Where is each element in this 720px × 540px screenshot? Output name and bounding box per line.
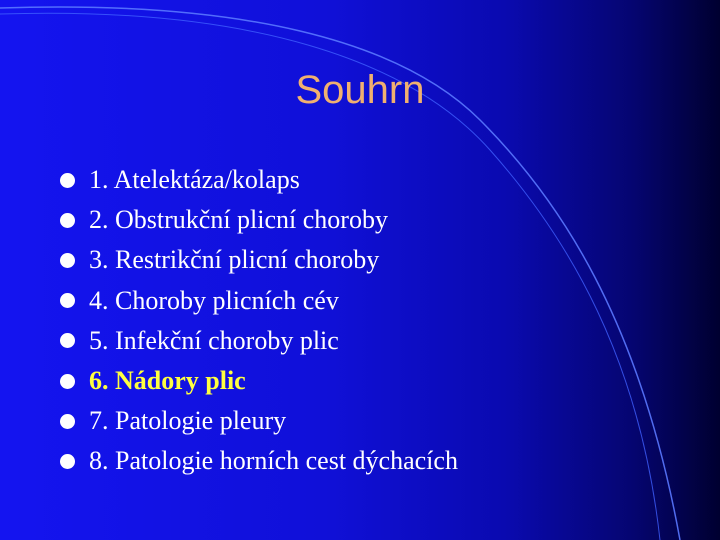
list-item: 4. Choroby plicních cév: [60, 281, 458, 321]
bullet-icon: [60, 414, 75, 429]
list-item-highlighted: 6. Nádory plic: [60, 361, 458, 401]
list-item: 5. Infekční choroby plic: [60, 321, 458, 361]
list-item: 8. Patologie horních cest dýchacích: [60, 441, 458, 481]
list-item: 7. Patologie pleury: [60, 401, 458, 441]
list-item: 1. Atelektáza/kolaps: [60, 160, 458, 200]
bullet-icon: [60, 454, 75, 469]
bullet-icon: [60, 253, 75, 268]
bullet-list: [60, 160, 458, 482]
list-item: 3. Restrikční plicní choroby: [60, 240, 458, 280]
bullet-icon: [60, 173, 75, 188]
slide-title: Souhrn: [295, 68, 425, 112]
bullet-icon: [60, 213, 75, 228]
bullet-icon: [60, 374, 75, 389]
bullet-icon: [60, 293, 75, 308]
list-item: 2. Obstrukční plicní choroby: [60, 200, 458, 240]
bullet-icon: [60, 333, 75, 348]
